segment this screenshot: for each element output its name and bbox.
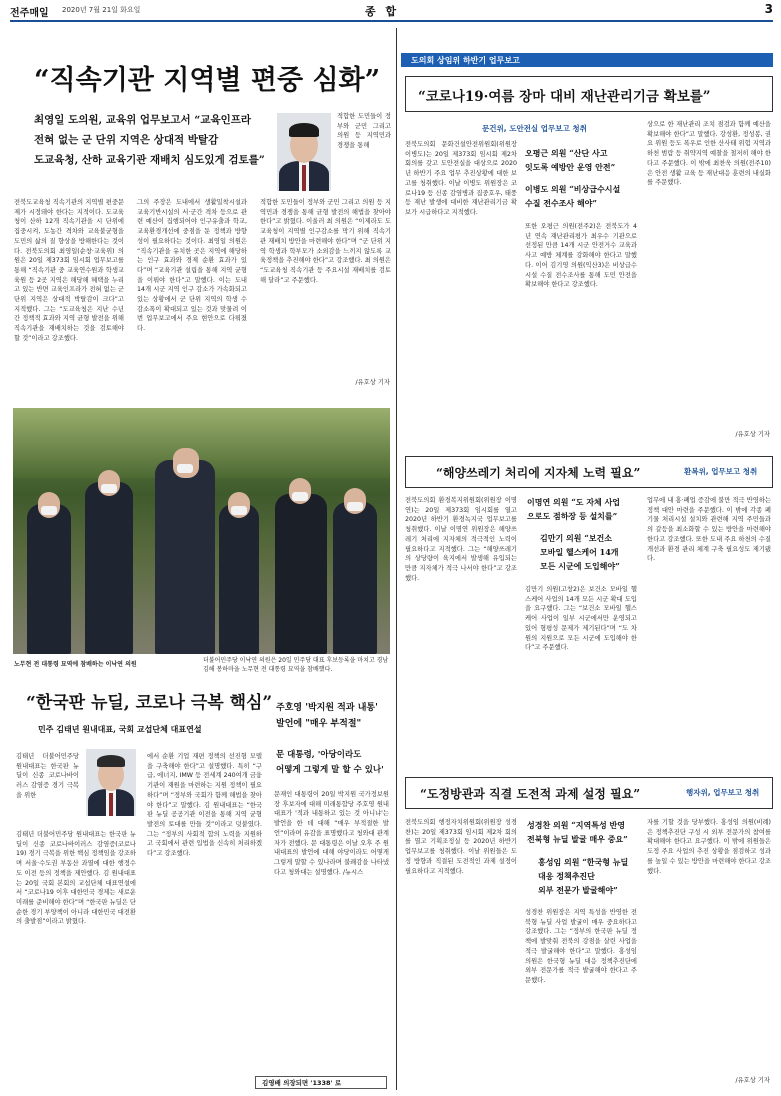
story2-headline-box — [405, 456, 773, 488]
article1-headline: “직속기관 지역별 편중 심화” — [34, 65, 381, 96]
masthead-rule — [10, 20, 773, 22]
column-divider — [396, 28, 397, 1090]
portrait-photo-kim — [86, 749, 136, 816]
story2-headline: “해양쓰레기 처리에 지자체 노력 필요” — [436, 466, 641, 480]
story3-col3: 자를 기할 것을 당부했다. 홍성임 의원(비례)은 정책추진단 구성 시 외부 전문가의 참여를 확대해야 한다고 요구했다. 이 밖에 위원들은 도정 주요 사업의 추진 상황을 점검하고 성과를 높일 수 있는 방안을 마련해야 한다고 강조했다. — [647, 819, 771, 875]
story2-quote1-line1: 이명연 의원 “도 자체 사업 — [527, 497, 621, 507]
article2-col1-top — [16, 752, 79, 828]
footer-signature-box — [255, 1076, 387, 1089]
sidebar-banner — [401, 53, 773, 67]
footer-signature-text: 김영배 의장되면 '1338' 로 — [262, 1079, 342, 1087]
story1-quote2-line2: 수질 전수조사 해야” — [525, 198, 597, 208]
story3-col1: 전북도의회 행정자치위원회(위원장 성경찬)는 20일 제373회 임시회 제2차 회의를 열고 기획조정실 등 2020년 하반기 업무보고를 청취했다. 이날 위원들은 도정 방향과 직결된 도전적인 과제 설정이 필요하다고 지적했다. — [405, 819, 517, 875]
article1-subhead-3: 도교육청, 산하 교육기관 재배치 심도있게 검토를” — [34, 154, 265, 166]
article2-col3-title-2: 발언에 "매우 부적절" — [276, 719, 362, 729]
story2-col3: 업무에 내 홍·폐업 증감에 불만 적극 반영하는 정책 대안 마련을 주문했다. 이 밖에 각종 폐기물 처리시설 설치와 관련해 지역 주민들과의 갈등을 최소화할 수 있는 방안을 마련해야 한다고 강조했다. 또한 도내 주요 하천의 수질 개선과 환경 관리 체계 구축 필요성도 제기됐다. — [647, 497, 771, 563]
story1-byline: /유호상 기자 — [735, 431, 770, 438]
article1-col1: 전북도교육청 직속기관의 지역별 편중문제가 시정돼야 한다는 지적이다. 도교육청이 산하 12개 직속기관을 시 단위에 집중시켜, 도농간 격차와 교육불균형을 도민의 삶의 질 향상을 방해한다는 것이다. 전북도의회 최영일(순창·교육위) 의원은 20일 제373회 임시회 업무보고를 통해 “직속기관 중 교육연수원과 학생교육원 등 2곳 지역은 해당해 혜택을 누리고 있는 반면 교육인프라가 전혀 없는 군 단위 지역은 상대적 박탈감이 크다”고 지적했다. 그는 “도교육청은 지난 수년간 정책적 효과와 지역 균형 발전을 위해 직속기관을 재배치하는 것을 검토해야 할 것”이라고 강조했다. — [14, 199, 124, 342]
story3-headline: “도정방관과 직결 도전적 과제 설정 필요” — [420, 787, 641, 801]
article2-col3-title-1: 주호영 '박지원 적과 내통' — [276, 703, 378, 713]
article2-col3: 문재인 대통령이 20일 박지원 국가정보원장 후보자에 대해 미래통합당 주호영 원내대표가 '적과 내통하고 있는 것 아니냐'는 발언을 한 데 대해 “매우 부적절한 발언”이라며 유감을 표명했다고 청와대 관계자가 전했다. 문 대통령은 이날 오후 주 원내대표의 발언에 대해 야당이라도 어떻게 그렇게 말할 수 있나라며 불쾌감을 나타냈다고 청와대는 설명했다. /뉴시스 — [274, 791, 389, 876]
story2-quote1-line2: 으로도 점하장 등 설치를” — [527, 511, 618, 521]
story3-col2: 성경찬 위원장은 지역 특성을 반영한 전북형 뉴딜 사업 발굴이 매우 중요하다고 강조했다. 그는 “정부의 한국판 뉴딜 정책에 발맞춰 전북의 강점을 살린 사업을 적극 발굴해야 한다”고 말했다. 홍성임 의원은 한국형 뉴딜 대응 정책추진단에 외부 전문가를 적극 발굴해야 한다고 주문했다. — [525, 909, 637, 984]
story1-col1: 전북도의회 문화건설안전위원회(위원장 이병도)는 20일 제373회 임시회 제2차 회의를 갖고 도안전실을 대상으로 2020년 하반기 주요 업무 추진상황에 대한 보고를 청취했다. 이날 이병도 위원장은 코로나19 등 신종 감염병과 집중호우, 태풍 등 재난 발생에 대비한 재난관리기금 확보가 시급하다고 지적했다. — [405, 141, 517, 216]
story3-quote2-line3: 외부 전문가 발굴해야” — [538, 885, 618, 895]
story2-committee: 환복위, 업무보고 청취 — [684, 467, 758, 476]
story2-quote2-line3: 모든 시군에 도입해야” — [540, 561, 620, 571]
sidebar-banner-text: 도의회 상임위 하반기 업무보고 — [411, 56, 520, 65]
story3-quote2-line1: 홍성임 의원 “한국형 뉴딜 — [538, 857, 629, 867]
article1-col3: 적합한 도민들이 정부와 군민 그리고 의원 등 지역민과 경쟁을 통해 균형 발전의 해법을 찾아야 한다”고 밝혔다. 이울러 최 의원은 “이제라도 도교육청이 지역별 인구감소를 막기 위해 직속기관 재배치 방안을 마련해야 한다”며 “군 단위 지역 학생과 학부모가 소외감을 느끼지 않도록 교육정책을 추진해야 한다”고 강조했다. 최 의원은 “도교육청 직속기관 등 주요시설 재배치를 검토해 달라”고 주문했다. — [260, 199, 391, 284]
story1-quote1-line1: 오평근 의원 “산단 사고 — [525, 148, 608, 158]
article1-col3-lead: 적합한 도민들이 정부와 군민 그리고 의원 등 지역민과 경쟁을 통해 — [337, 113, 391, 150]
story1-quote2-line1: 이병도 의원 “비상급수시설 — [525, 184, 621, 194]
page-number: 3 — [764, 2, 773, 16]
story3-quote1-line1: 성경찬 의원 “지역특성 반영 — [527, 820, 625, 830]
article1-subhead-1: 최영일 도의원, 교육위 업무보고서 “교육인프라 — [34, 114, 252, 126]
article1-col2: 그의 주장은 도내에서 생활밀착시설과 교육기반시설의 서·군간 격차 등으로 관련 예산이 집행되어야 인구유출과 학교, 교육환경개선에 중점을 둔 정책과 방향성이 필요하다는 것이다. 최영일 의원은 “직속기관을 유치한 곳은 지역에 해당하는 인구 효과와 경제 순환 효과가 있다”며 “교육기관 설립을 통해 지역 균형을 이뤄야 한다”고 말했다. 이는 도내 14개 시군 지역 인구 감소가 가속화되고 있는 상황에서 군 단위 지역의 학생 수 감소폭이 확대되고 있는 것과 맞물려 이번 업무보고에서 주요 현안으로 다뤄졌다. — [137, 199, 247, 333]
story1-col2: 또한 오평근 의원(전주2)은 전북도가 4년 연속 재난관리평가 최우수 기관으로 선정된 만큼 14개 시군 안전거수 교육과 사고 예방 체계를 강화해야 한다고 말했다. 이어 김기영 의원(익산3)은 비상급수시설 수질 전수조사를 통해 도민 안전을 확보해야 한다고 강조했다. — [525, 223, 637, 289]
article2-headline: “한국판 뉴딜, 코로나 극복 핵심” — [26, 693, 273, 713]
article1-subhead-2: 전혀 없는 군 단위 지역은 상대적 박탈감 — [34, 134, 219, 146]
article2-col3-title-3: 문 대통령, '아당이라도 — [276, 750, 362, 760]
story2-col2: 김만기 의원(고창2)은 보건소 모바일 헬스케어 사업의 14개 모든 시군 확대 도입을 요구했다. 그는 “보건소 모바일 헬스케어 사업이 일부 시군에서만 운영되고 있어 형평성 문제가 제기된다”며 “도 차원의 지원으로 모든 시군에 도입해야 한다”고 주문했다. — [525, 586, 637, 652]
story1-quote1-line2: 잇도록 예방안 운영 안전” — [525, 162, 616, 172]
story2-col1: 전북도의회 환경복지위원회(위원장 이명연)는 20일 제373회 임시회를 열고 2020년 하반기 환경녹지국 업무보고를 청취했다. 이날 이명연 위원장은 해양쓰레기 처리에 지자체의 적극적인 노력이 필요하다고 지적했다. 그는 “해양쓰레기의 상당량이 육지에서 발생해 유입되는 만큼 지자체가 적극 나서야 한다”고 강조했다. — [405, 497, 517, 582]
photo-caption-text: 더불어민주당 이낙연 의원은 20일 민주당 대표 후보등록을 마치고 경남 김해 봉하마을 노무현 전 대통령 묘역을 참배했다. — [203, 657, 389, 673]
story1-col3: 상으로 한 재난관리 조치 점검과 함께 예산을 확보해야 한다”고 말했다. 강성환, 정성봉, 권요 위원 등도 폭우로 인한 산사태 위험 지역과 하천 범람 등 취약지역 예찰을 철저히 해야 한다고 주문했다. 이 밖에 최찬욱 의원(전주10)은 안전 생활 교육 등 재난대응 훈련의 내실화를 주문했다. — [647, 121, 771, 187]
story2-quote2-line2: 모바일 헬스케어 14개 — [540, 547, 619, 557]
story3-byline: /유호상 기자 — [735, 1077, 770, 1084]
portrait-photo-choi — [277, 113, 331, 191]
newspaper-name: 전주매일 — [10, 8, 49, 19]
story3-headline-box — [405, 777, 773, 809]
article1-col3-top — [337, 112, 391, 192]
main-photo-bongha-visit — [13, 408, 390, 654]
story1-committee: 문건위, 도안전실 업무보고 청취 — [482, 124, 587, 133]
photo-caption-title: 노무현 전 대통령 묘역에 참배하는 이낙연 의원 — [14, 661, 137, 668]
story3-committee: 행자위, 업무보고 청취 — [686, 788, 760, 797]
story2-quote2-line1: 김만기 의원 “보건소 — [540, 533, 612, 543]
masthead — [10, 4, 773, 18]
article2-col1: 김태년 더불어민주당 원내대표는 한국판 뉴딜이 신종 코로나바이러스 감염증(코로나19) 경기 극복을 위한 핵심 정책임을 강조하며 서울·수도권 부동산 과열에 대한 행정수도 이전 등의 정책을 제안했다. 김 원내대표는 20일 국회 본회의 교섭단체 대표연설에서 “코로나19 이후 대한민국 경제는 새로운 미래를 준비해야 한다”며 “한국판 뉴딜은 단순한 경기 부양책이 아니라 대한민국 대전환의 출발점”이라고 밝혔다. — [16, 831, 136, 926]
story3-quote2-line2: 대응 정책추진단 — [538, 871, 595, 881]
article2-subhead: 민주 김태년 원내대표, 국회 교섭단체 대표연설 — [38, 724, 202, 734]
article2-col1-lead: 김태년 더불어민주당 원내대표는 한국판 뉴딜이 신종 코로나바이러스 감염증 경기 극복을 위한 — [16, 753, 79, 799]
issue-date: 2020년 7월 21일 화요일 — [62, 6, 141, 14]
story3-quote1-line2: 전북형 뉴딜 발굴 매우 중요” — [527, 834, 628, 844]
story1-headline: “코로나19·여름 장마 대비 재난관리기금 확보를” — [418, 89, 711, 105]
article2-col3-title-4: 어떻게 그렇게 말 할 수 있나' — [276, 765, 384, 775]
section-title: 종 합 — [365, 5, 400, 18]
article1-byline: /유호상 기자 — [355, 379, 390, 386]
story1-headline-box — [405, 76, 773, 112]
article2-col2: 에서 순환 기업 재편 정책의 선진형 모델을 구축해야 한다”고 설명했다. 특히 “구급, 에너지, IMW 등 전세계 240여개 금융기관이 재원을 마련하는 지원 정책이 필요하다”며 “정부와 국회가 함께 해법을 찾아야 한다”고 말했다. 김 원내대표는 “한국판 뉴딜 공공기관 이전을 통해 지역 균형 발전의 토대를 만들 것”이라고 덧붙였다. 그는 “정부의 사회적 합의 노력을 지원하고 국회에서 관련 입법을 신속히 처리하겠다”고 강조했다. — [147, 753, 262, 858]
